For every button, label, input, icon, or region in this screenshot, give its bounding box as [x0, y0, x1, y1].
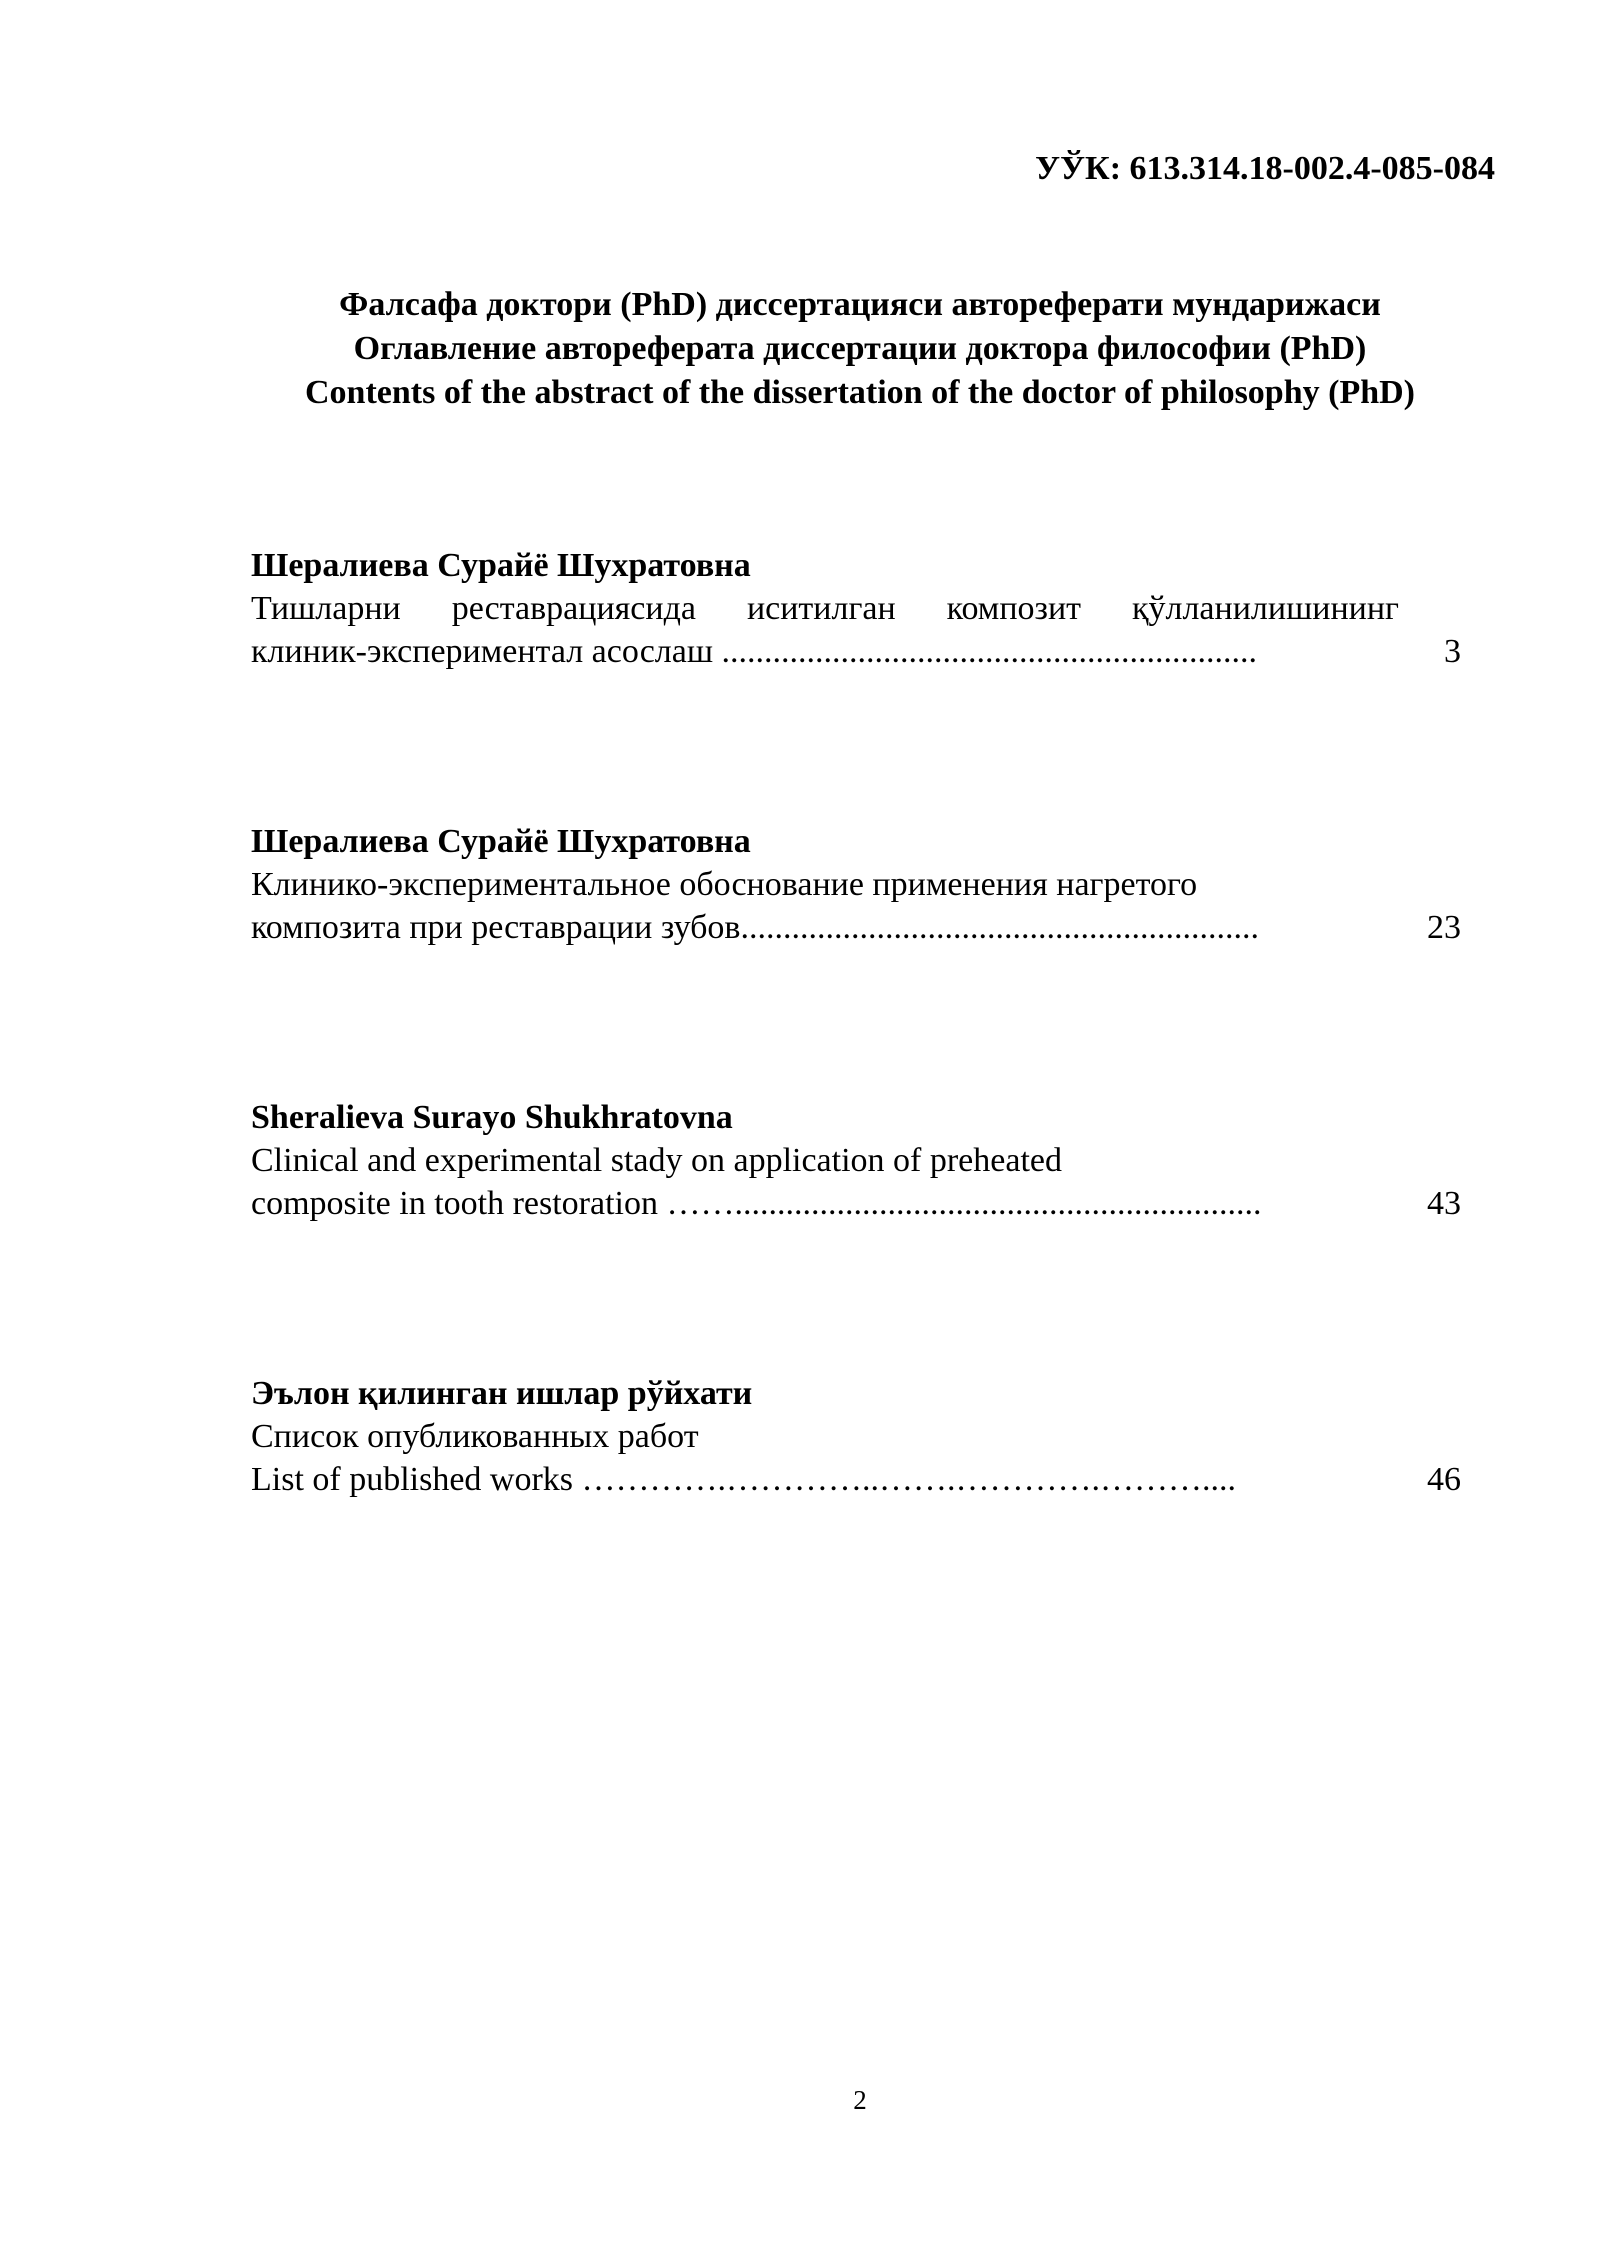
entry-heading: Эълон қилинган ишлар рўйхати — [251, 1375, 753, 1412]
entry-title-leader: клиник-экспериментал асослаш ............................................................... — [251, 633, 1258, 670]
heading-uzbek: Фалсафа доктори (PhD) диссертацияси автореферати мундарижаси — [339, 286, 1381, 323]
toc-entry-english — [251, 1096, 1461, 1225]
entry-title-last-line — [251, 630, 1461, 673]
entry-author: Шералиева Сурайё Шухратовна — [251, 547, 751, 584]
entry-page-number: 3 — [1444, 633, 1461, 670]
toc-entry-russian — [251, 820, 1461, 949]
entry-title-last-line — [251, 1182, 1461, 1225]
entry-page-number: 23 — [1427, 909, 1461, 946]
heading-russian: Оглавление автореферата диссертации доктора философии (PhD) — [353, 330, 1367, 367]
entry-title-leader: композита при реставрации зубов............................................................. — [251, 909, 1259, 946]
toc-entry-publications — [251, 1372, 1461, 1501]
entry-title-line: Clinical and experimental stady on application of preheated — [251, 1142, 1062, 1179]
entry-title-line: Клинико-экспериментальное обоснование применения нагретого — [251, 866, 1198, 903]
entry-author: Шералиева Сурайё Шухратовна — [251, 823, 751, 860]
entry-page-number: 43 — [1427, 1185, 1461, 1222]
entry-title-leader: List of published works ………….…………..…….………….……….... — [251, 1461, 1237, 1498]
contents-heading — [0, 283, 1600, 415]
page-number: 2 — [853, 2085, 867, 2115]
toc-entry-uzbek — [251, 544, 1461, 673]
entry-title-last-line — [251, 1458, 1461, 1501]
entry-title-line: Тишларни реставрациясида иситилган композит қўлланилишининг — [251, 590, 1399, 627]
entry-author: Sheralieva Surayo Shukhratovna — [251, 1099, 733, 1136]
udc-code: УЎК: 613.314.18-002.4-085-084 — [1035, 150, 1495, 187]
entry-page-number: 46 — [1427, 1461, 1461, 1498]
entry-title-last-line — [251, 906, 1461, 949]
heading-english: Contents of the abstract of the dissertation of the doctor of philosophy (PhD) — [305, 374, 1415, 411]
entry-title-leader: composite in tooth restoration …….............................................................. — [251, 1185, 1262, 1222]
entry-title-line: Список опубликованных работ — [251, 1418, 699, 1455]
